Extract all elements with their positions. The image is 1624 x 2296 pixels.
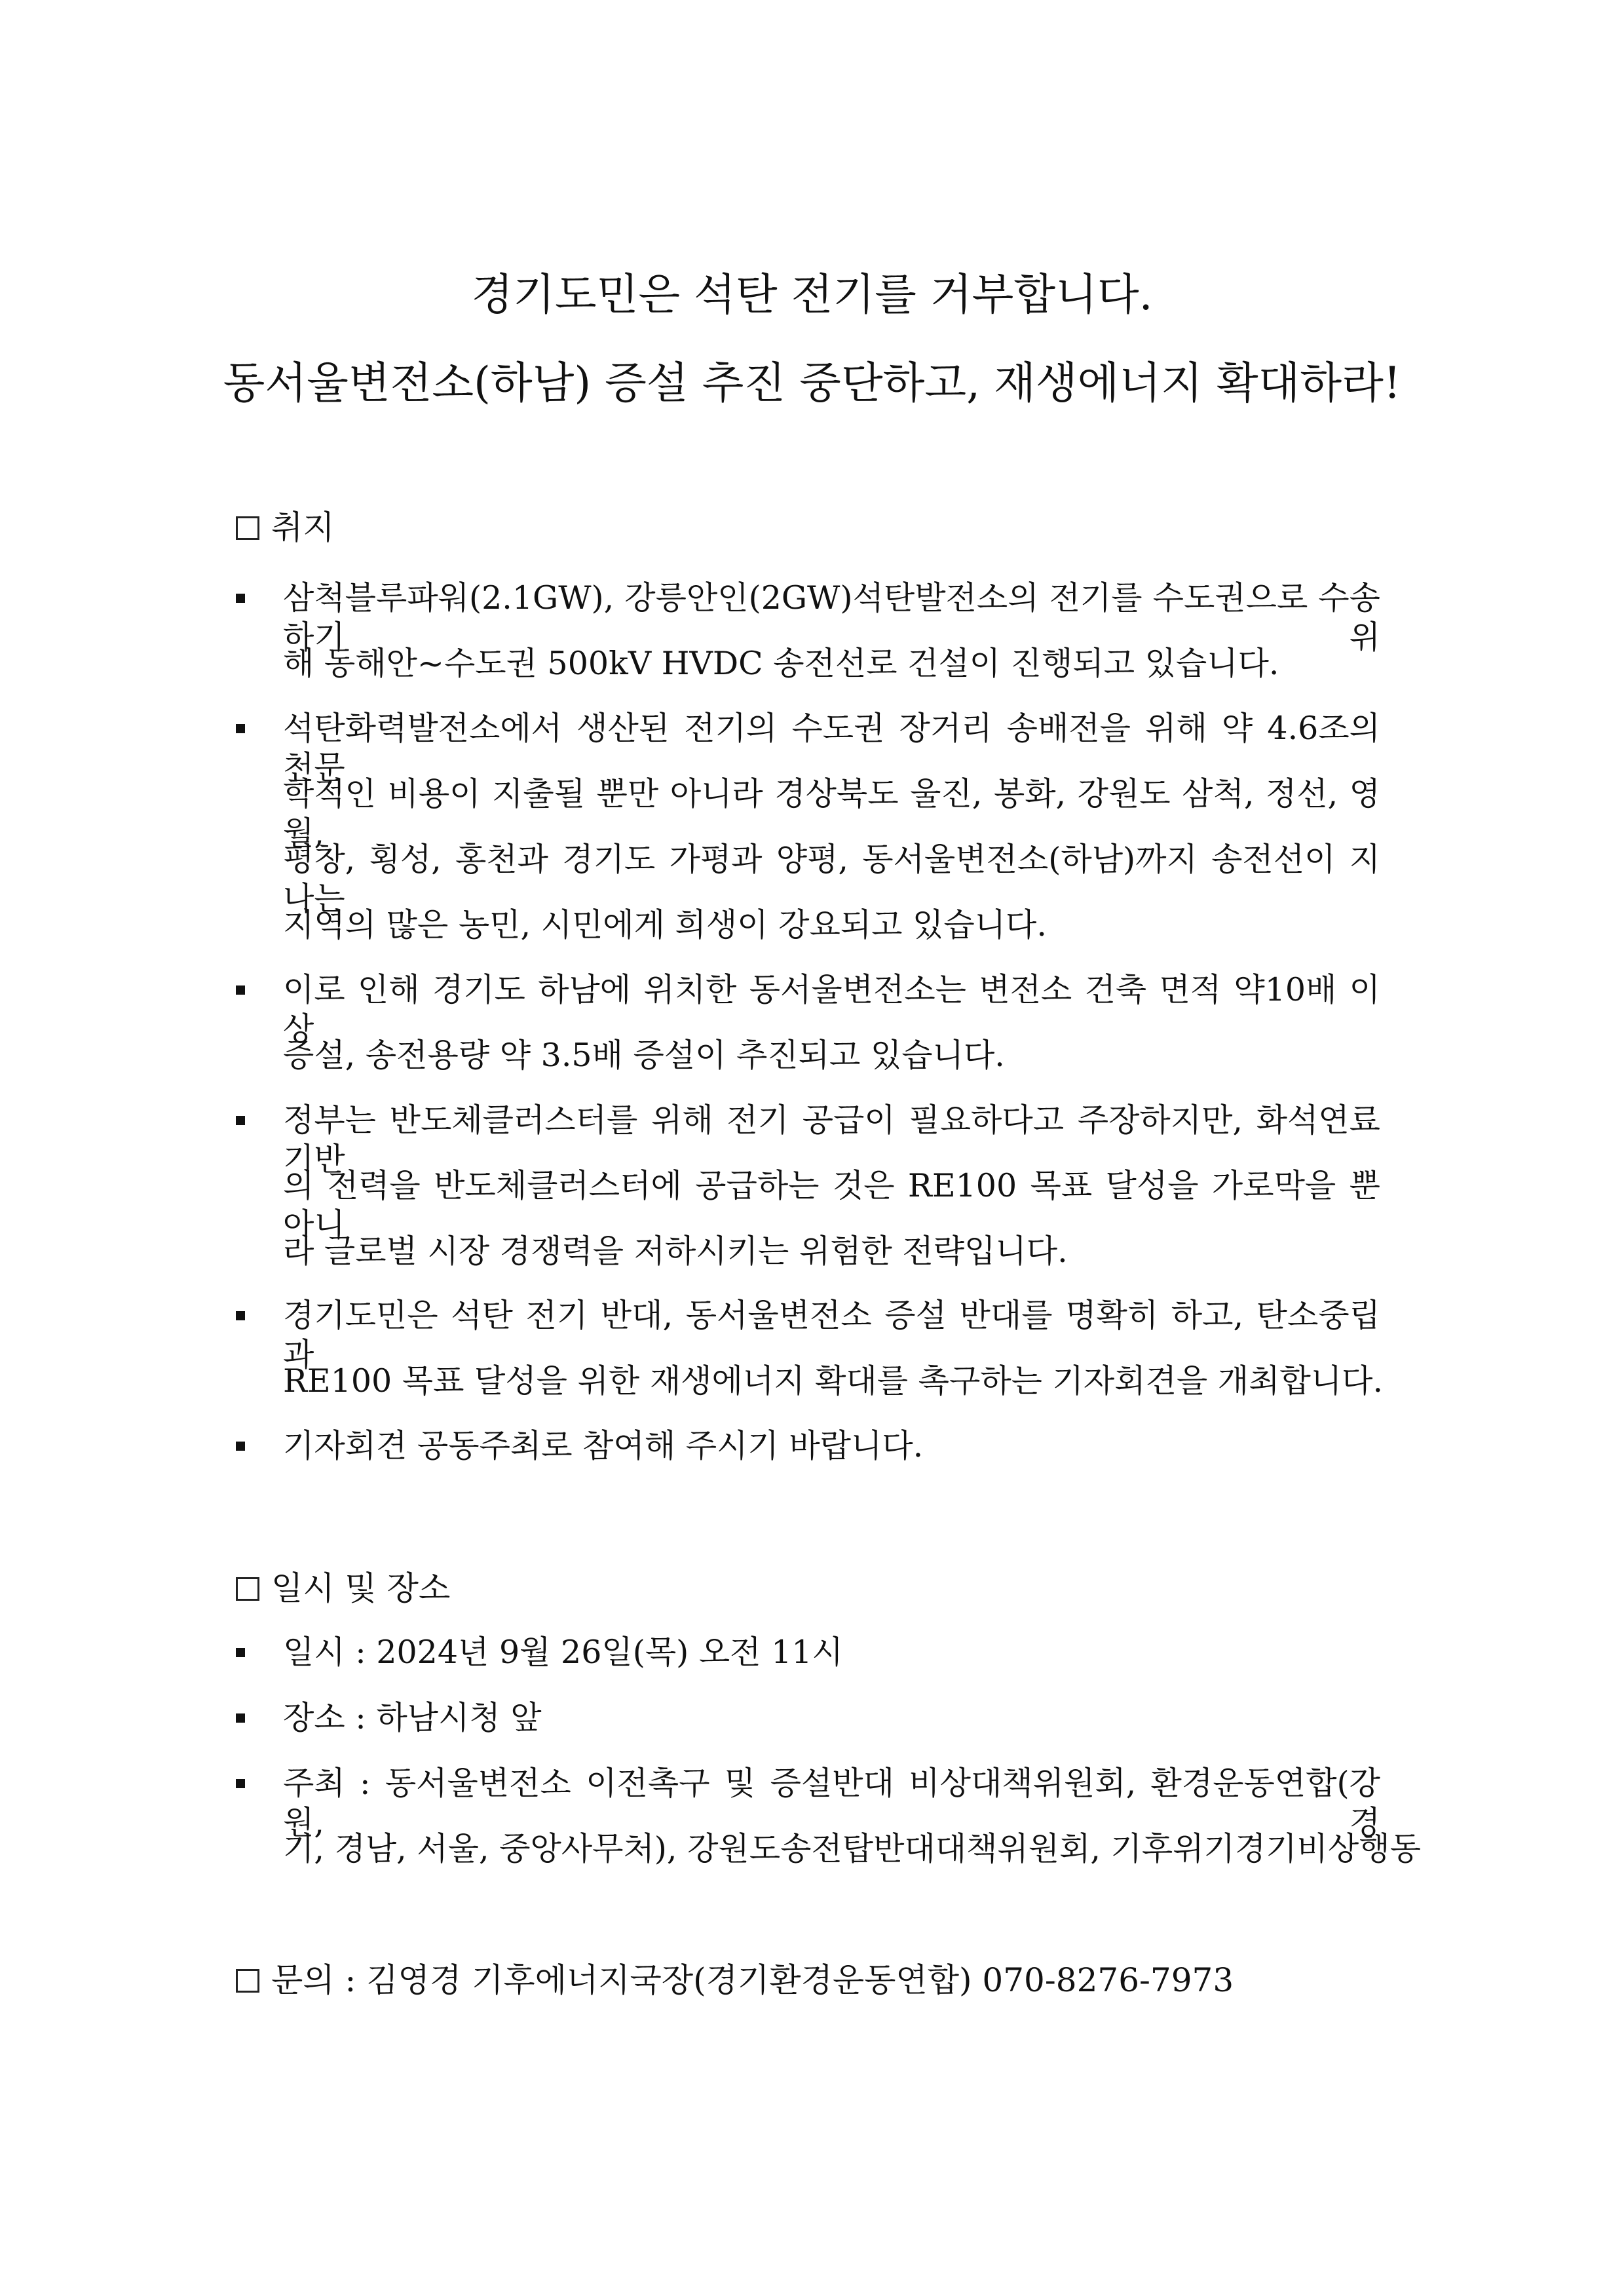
section-heading-label: 일시 및 장소 (271, 1569, 451, 1607)
section-heading-schedule (236, 1569, 450, 1608)
list-item-line: 주최 : 동서울변전소 이전촉구 및 증설반대 비상대책위원회, 환경운동연합(강원, 경 (283, 1765, 1380, 1841)
list-item-line: RE100 목표 달성을 위한 재생에너지 확대를 촉구하는 기자회견을 개최합니다. (283, 1362, 1384, 1400)
checkbox-square-icon (236, 1577, 259, 1601)
list-item-line: 기, 경남, 서울, 중앙사무처), 강원도송전탑반대대책위원회, 기후위기경기비상행동 (283, 1830, 1421, 1867)
list-item-line: 석탄화력발전소에서 생산된 전기의 수도권 장거리 송배전을 위해 약 4.6조의 천문 (283, 710, 1380, 786)
bullet-square-icon (236, 985, 245, 995)
bullet-square-icon (236, 1779, 245, 1788)
bullet-square-icon (236, 1442, 245, 1451)
checkbox-square-icon (236, 1969, 259, 1993)
list-item-line: 이로 인해 경기도 하남에 위치한 동서울변전소는 변전소 건축 면적 약10배 이상 (283, 971, 1380, 1048)
list-item-line: 의 전력을 반도체클러스터에 공급하는 것은 RE100 목표 달성을 가로막을 뿐 아니 (283, 1167, 1380, 1244)
section-heading-purpose (236, 508, 335, 547)
document-title-line-2: 동서울변전소(하남) 증설 추진 중단하고, 재생에너지 확대하라! (223, 358, 1401, 408)
list-item-line: 증설, 송전용량 약 3.5배 증설이 추진되고 있습니다. (283, 1037, 1005, 1074)
list-item-line: 해 동해안~수도권 500kV HVDC 송전선로 건설이 진행되고 있습니다. (283, 645, 1279, 682)
bullet-square-icon (236, 724, 245, 733)
bullet-square-icon (236, 1648, 245, 1657)
list-item-line: 학적인 비용이 지출될 뿐만 아니라 경상북도 울진, 봉화, 강원도 삼척, 정선, 영월, (283, 775, 1380, 852)
list-item-line: 정부는 반도체클러스터를 위해 전기 공급이 필요하다고 주장하지만, 화석연료 기반 (283, 1101, 1380, 1178)
contact-line (236, 1961, 1234, 2000)
list-item-line: 삼척블루파워(2.1GW), 강릉안인(2GW)석탄발전소의 전기를 수도권으로 수송하기 위 (283, 579, 1380, 656)
list-item-line: 경기도민은 석탄 전기 반대, 동서울변전소 증설 반대를 명확히 하고, 탄소중립과 (283, 1297, 1380, 1373)
bullet-square-icon (236, 1713, 245, 1723)
section-heading-label: 취지 (271, 508, 335, 546)
list-item-line: 일시 : 2024년 9월 26일(목) 오전 11시 (283, 1634, 843, 1671)
bullet-square-icon (236, 594, 245, 603)
list-item-line: 기자회견 공동주최로 참여해 주시기 바랍니다. (283, 1427, 924, 1464)
contact-text: 문의 : 김영경 기후에너지국장(경기환경운동연합) 070-8276-7973 (271, 1961, 1234, 1999)
bullet-square-icon (236, 1311, 245, 1320)
bullet-square-icon (236, 1116, 245, 1125)
list-item-line: 장소 : 하남시청 앞 (283, 1699, 542, 1736)
list-item-line: 평창, 횡성, 홍천과 경기도 가평과 양평, 동서울변전소(하남)까지 송전선이 지나는 (283, 841, 1380, 917)
list-item-line: 지역의 많은 농민, 시민에게 희생이 강요되고 있습니다. (283, 906, 1047, 944)
checkbox-square-icon (236, 516, 259, 540)
list-item-line: 라 글로벌 시장 경쟁력을 저하시키는 위험한 전략입니다. (283, 1233, 1068, 1270)
document-title-line-1: 경기도민은 석탄 전기를 거부합니다. (471, 269, 1153, 320)
